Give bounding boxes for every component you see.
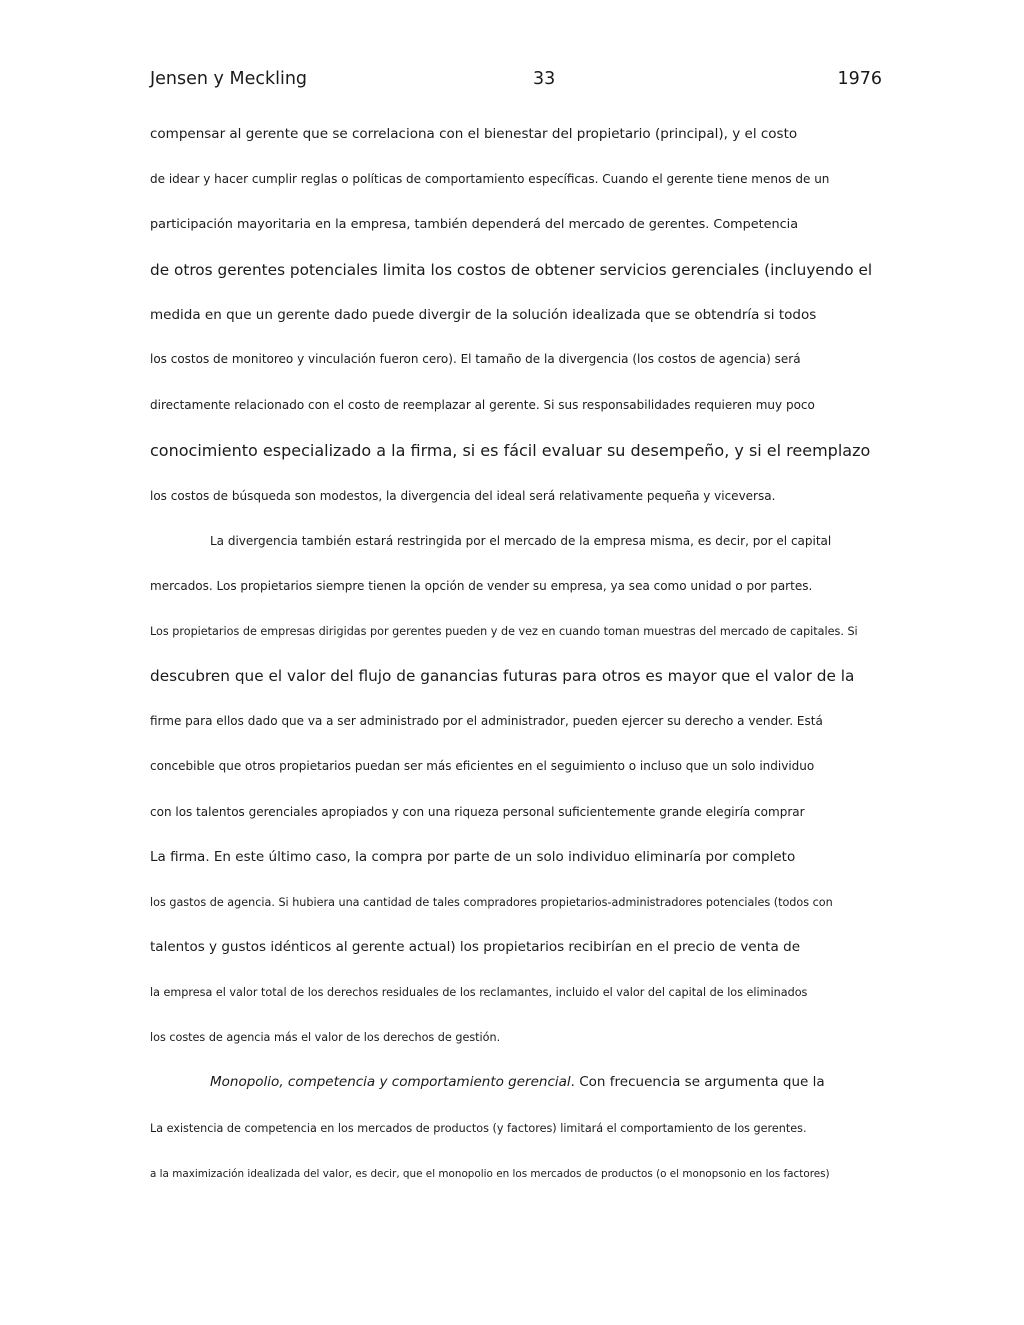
body-line: con los talentos gerenciales apropiados y con una riqueza personal suficientemente grande elegiría comprar	[150, 805, 805, 819]
section-heading-rest: . Con frecuencia se argumenta que la	[570, 1074, 825, 1090]
body-line: La existencia de competencia en los mercados de productos (y factores) limitará el comportamiento de los gerentes.	[150, 1122, 807, 1135]
header-page-number: 33	[533, 69, 556, 89]
body-line: La firma. En este último caso, la compra por parte de un solo individuo eliminaría por completo	[150, 849, 796, 865]
body-line: de idear y hacer cumplir reglas o políticas de comportamiento específicas. Cuando el gerente tiene menos de un	[150, 172, 830, 186]
body-line: descubren que el valor del flujo de ganancias futuras para otros es mayor que el valor de la	[150, 667, 855, 685]
body-line: talentos y gustos idénticos al gerente actual) los propietarios recibirían en el precio de venta de	[150, 939, 800, 955]
body-line: Los propietarios de empresas dirigidas por gerentes pueden y de vez en cuando toman muestras del mercado de capitales. Si	[150, 625, 858, 638]
section-heading-line	[210, 1074, 825, 1090]
section-italic-heading: Monopolio, competencia y comportamiento gerencial	[210, 1074, 571, 1090]
body-line: la empresa el valor total de los derechos residuales de los reclamantes, incluido el valor del capital de los eliminados	[150, 986, 808, 999]
header-year: 1976	[837, 69, 882, 89]
body-line: directamente relacionado con el costo de reemplazar al gerente. Si sus responsabilidades requieren muy poco	[150, 398, 815, 412]
body-line: los costos de búsqueda son modestos, la divergencia del ideal será relativamente pequeña y viceversa.	[150, 489, 776, 503]
paragraph-first-line: La divergencia también estará restringida por el mercado de la empresa misma, es decir, por el capital	[210, 534, 832, 548]
body-line: conocimiento especializado a la firma, si es fácil evaluar su desempeño, y si el reemplazo	[150, 441, 871, 460]
page-header	[150, 69, 882, 95]
body-line: de otros gerentes potenciales limita los costos de obtener servicios gerenciales (incluyendo el	[150, 261, 873, 279]
body-line: mercados. Los propietarios siempre tienen la opción de vender su empresa, ya sea como unidad o por partes.	[150, 579, 813, 593]
body-line: los costos de monitoreo y vinculación fueron cero). El tamaño de la divergencia (los costos de agencia) será	[150, 352, 801, 366]
body-line: participación mayoritaria en la empresa, también dependerá del mercado de gerentes. Competencia	[150, 217, 799, 232]
body-line: compensar al gerente que se correlaciona con el bienestar del propietario (principal), y el costo	[150, 126, 798, 142]
body-line: los costes de agencia más el valor de los derechos de gestión.	[150, 1031, 501, 1044]
body-line: a la maximización idealizada del valor, es decir, que el monopolio en los mercados de productos (o el monopsonio en los factores)	[150, 1168, 830, 1180]
body-line: medida en que un gerente dado puede divergir de la solución idealizada que se obtendría si todos	[150, 307, 817, 323]
body-line: concebible que otros propietarios puedan ser más eficientes en el seguimiento o incluso que un solo individuo	[150, 759, 815, 773]
body-line: firme para ellos dado que va a ser administrado por el administrador, pueden ejercer su derecho a vender. Está	[150, 714, 823, 728]
header-author: Jensen y Meckling	[150, 69, 308, 89]
body-line: los gastos de agencia. Si hubiera una cantidad de tales compradores propietarios-administradores potenciales (todos con	[150, 896, 833, 909]
